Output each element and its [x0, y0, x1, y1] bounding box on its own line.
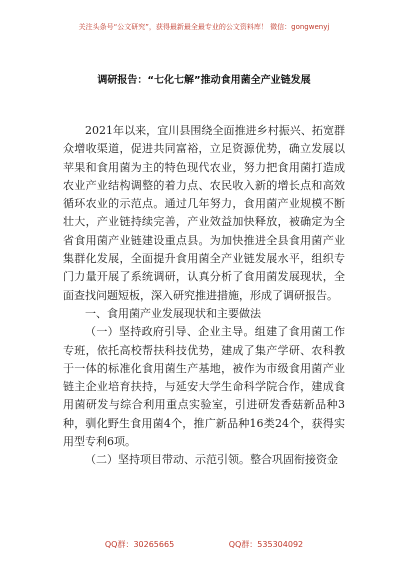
- qq-group-1: QQ群：30265665: [104, 540, 175, 549]
- header-notice: 关注头条号“公文研究”，获得最新最全最专业的公文资料库！ 微信：gongwenyj: [78, 23, 330, 31]
- qq-group-2: QQ群：535304092: [228, 540, 304, 549]
- paragraph-item-1: （一）坚持政府引导、企业主导。组建了食用菌工作专班，依托高校帮扶科技优势，建成了集产学研、农科教于一体的标准化食用菌生产基地，被作为市级食用菌产业链主企业培育扶持，与延安大学生命科学院合作，建成食用菌研发与综合利用重点实验室，引进研发香菇新品种3种，驯化野生食用菌4个，推广新品种16类24个，获得实用型专利6项。: [63, 325, 345, 449]
- paragraph-item-2: （二）坚持项目带动、示范引领。整合巩固衔接资金: [85, 453, 338, 467]
- section-heading: 一、食用菌产业发展现状和主要做法: [85, 306, 261, 320]
- document-body: [63, 122, 345, 470]
- footer-contact: [0, 539, 408, 550]
- document-title: 调研报告：“七化七解”推动食用菌全产业链发展: [97, 75, 311, 86]
- paragraph-intro: 2021年以来，宜川县围绕全面推进乡村振兴、拓宽群众增收渠道，促进共同富裕，立足资源优势，确立发展以苹果和食用菌为主的特色现代农业，努力把食用菌打造成农业产业结构调整的着力点、农民收入新的增长点和高效循环农业的示范点。通过几年努力，食用菌产业规模不断壮大，产业链持续完善，产业效益加快释放，被确定为全省食用菌产业链建设重点县。为加快推进全县食用菌产业集群化发展，全面提升食用菌全产业链发展水平，组织专门力量开展了系统调研，认真分析了食用菌发展现状，全面查找问题短板，深入研究推进措施，形成了调研报告。: [63, 124, 345, 302]
